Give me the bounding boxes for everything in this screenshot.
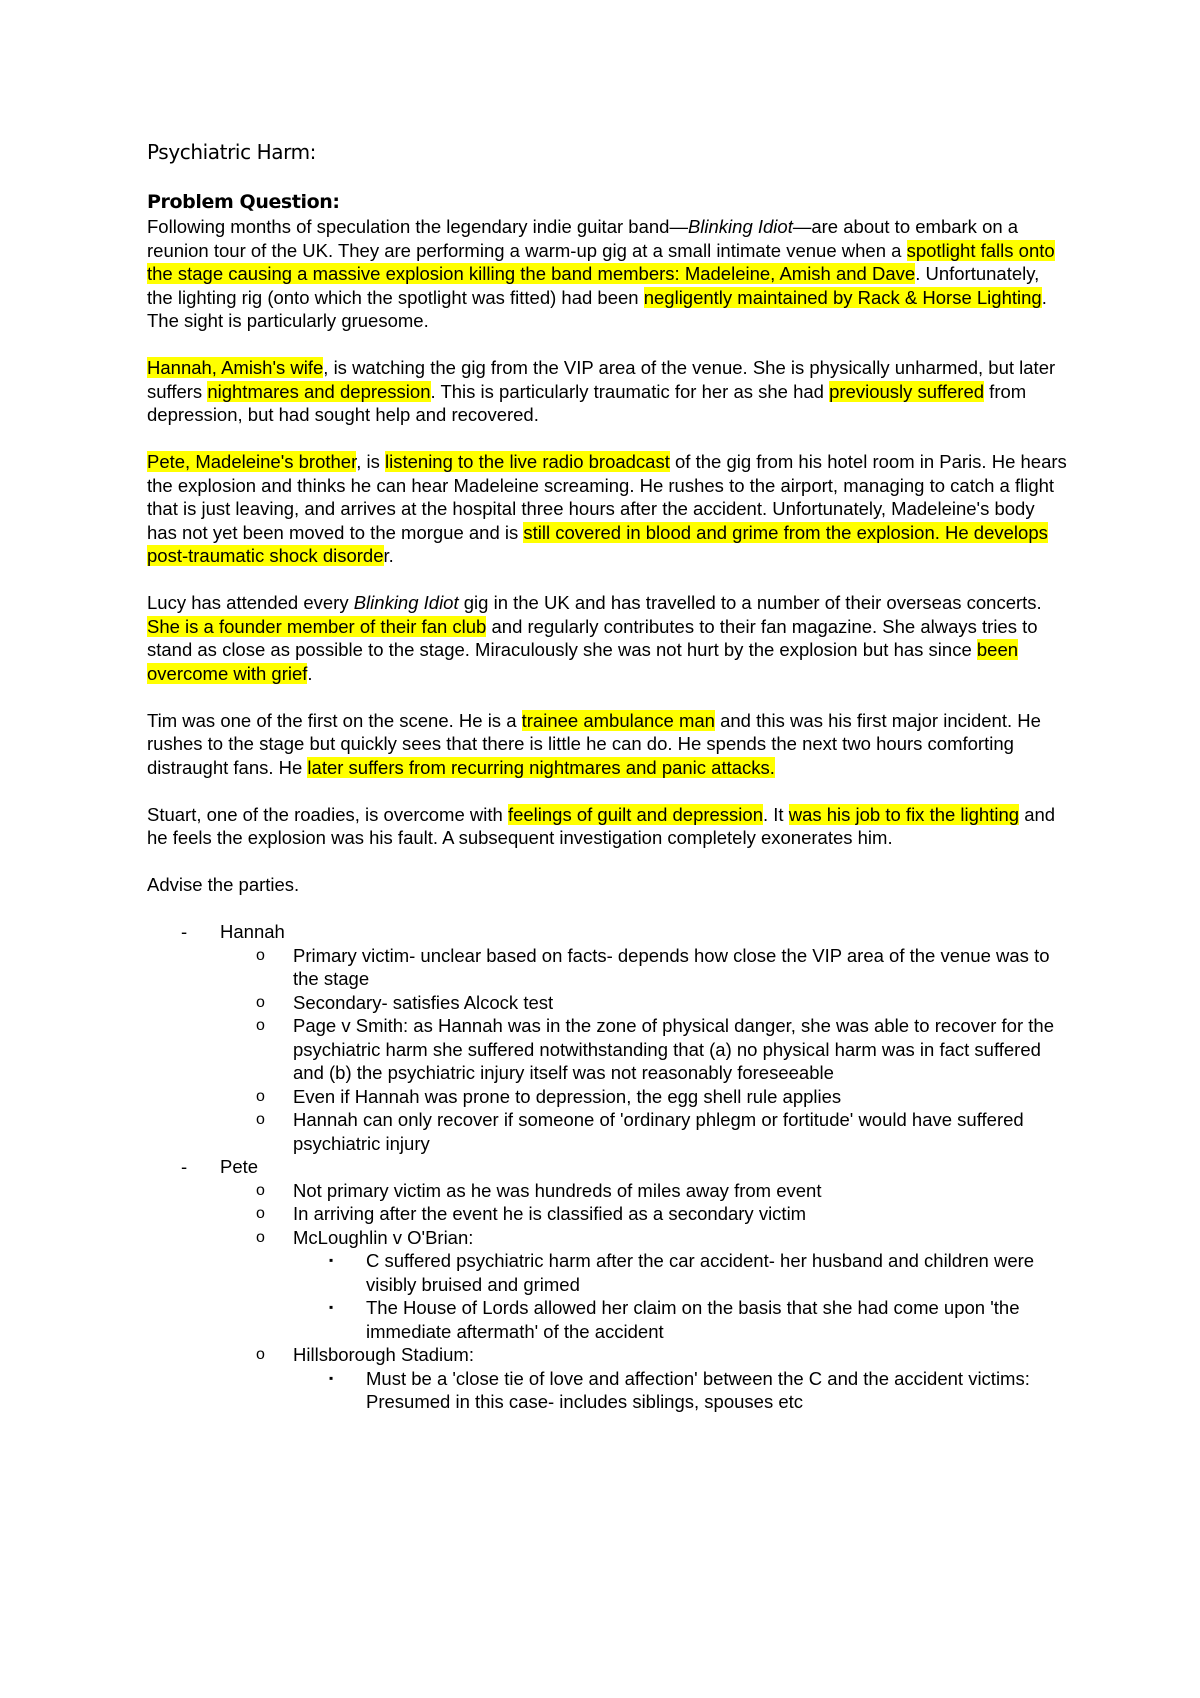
highlight: trainee ambulance man	[521, 709, 715, 731]
circle-bullet: o	[256, 1087, 265, 1105]
list-item	[220, 1085, 1067, 1109]
paragraph-advise: Advise the parties.	[147, 874, 300, 895]
highlight: was his job to fix the lighting	[788, 803, 1020, 825]
highlight: still covered in blood and grime from the explosion. He develops post-traumatic shock disorde	[147, 521, 1048, 566]
text-run: of the gig from his hotel room in Paris. He hears the explosion and thinks he can hear Madeleine screaming. He rushes to the airport, managing to catch a flight that is just leaving, and arrives at the hospital three hours after the accident. Unfortunately, Madeleine's body has not yet been moved to the morgue and is	[147, 451, 1067, 543]
circle-bullet: o	[256, 1181, 265, 1199]
sublist-pete	[220, 1179, 1067, 1414]
highlight: listening to the live radio broadcast	[385, 451, 670, 472]
highlight: nightmares and depression	[207, 380, 431, 402]
circle-bullet: o	[256, 1017, 265, 1034]
answer-list	[147, 920, 1067, 1414]
band-name: Blinking Idiot	[687, 216, 793, 237]
circle-bullet: o	[256, 993, 265, 1011]
square-bullet: ▪	[329, 1253, 334, 1267]
text-run: , is	[356, 451, 385, 472]
list-item	[220, 1108, 1067, 1155]
list-item-pete	[147, 1155, 1067, 1414]
list-item	[220, 1179, 1067, 1203]
highlight: Pete, Madeleine's brother	[147, 451, 357, 472]
highlight: negligently maintained by Rack & Horse Lighting	[643, 286, 1042, 308]
text-run: from depression, but had sought help and recovered.	[147, 380, 1027, 425]
highlight: She is a founder member of their fan club	[147, 615, 487, 637]
circle-bullet: o	[256, 1111, 265, 1128]
text-run: . Unfortunately, the lighting rig (onto which the spotlight was fitted) had been	[147, 263, 1040, 308]
highlight: later suffers from recurring nightmares and panic attacks.	[307, 756, 775, 778]
paragraph-stuart	[147, 803, 1067, 850]
list-item-text: McLoughlin v O'Brian:	[293, 1226, 474, 1248]
text-run: . This is particularly traumatic for her as she had	[430, 380, 830, 402]
text-run: Tim was one of the first on the scene. He is a	[147, 709, 522, 731]
dash-bullet: -	[181, 921, 188, 942]
highlight: spotlight falls onto the stage causing a massive explosion killing the band members: Madeleine, Amish and Dave	[147, 239, 1055, 284]
list-item	[220, 991, 1067, 1015]
text-run: —are about to embark on a reunion tour of the UK. They are performing a warm-up gig at a small intimate venue when a	[147, 216, 1019, 261]
paragraph-pete	[147, 450, 1067, 568]
circle-bullet: o	[256, 1205, 265, 1222]
dash-bullet: -	[181, 1156, 188, 1177]
list-item-text: Hannah can only recover if someone of 'ordinary phlegm or fortitude' would have suffered psychiatric injury	[293, 1109, 1024, 1154]
list-item-text: Primary victim- unclear based on facts- depends how close the VIP area of the venue was to the stage	[293, 944, 1050, 989]
text-run: .	[307, 662, 313, 684]
sublist-hillsborough	[293, 1367, 1067, 1414]
list-item-text: Must be a 'close tie of love and affection' between the C and the accident victims: Presumed in this case- includes siblings, spouses etc	[366, 1367, 1030, 1412]
circle-bullet: o	[256, 1228, 265, 1246]
highlight: Hannah, Amish's wife	[147, 357, 324, 378]
list-item	[293, 1296, 1067, 1343]
list-item-text: The House of Lords allowed her claim on the basis that she had come upon 'the immediate aftermath' of the accident	[366, 1297, 1020, 1342]
list-item	[220, 1343, 1067, 1414]
paragraph-tim	[147, 709, 1067, 780]
highlight: previously suffered	[829, 380, 985, 402]
paragraph-lucy	[147, 591, 1067, 685]
list-item-text: Not primary victim as he was hundreds of miles away from event	[293, 1179, 822, 1201]
list-item-text: Page v Smith: as Hannah was in the zone of physical danger, she was able to recover for the psychiatric harm she suffered notwithstanding that (a) no physical harm was in fact suffered and (b) the psychiatric injury itself was not reasonably foreseeable	[293, 1015, 1054, 1083]
highlight: been overcome with grief	[147, 639, 1019, 684]
paragraph-hannah	[147, 356, 1067, 427]
list-item	[220, 1202, 1067, 1226]
circle-bullet: o	[256, 1346, 265, 1363]
list-item-text: In arriving after the event he is classified as a secondary victim	[293, 1203, 807, 1224]
list-item-hannah	[147, 920, 1067, 1155]
list-item-label: Hannah	[220, 921, 285, 942]
list-item	[220, 1226, 1067, 1344]
text-run: Following months of speculation the legendary indie guitar band—	[147, 216, 688, 237]
list-item-text: Secondary- satisfies Alcock test	[293, 991, 554, 1013]
sublist-hannah	[220, 944, 1067, 1156]
sublist-mcloughlin	[293, 1249, 1067, 1343]
list-item-text: Even if Hannah was prone to depression, the egg shell rule applies	[293, 1085, 842, 1107]
text-run: . It	[763, 803, 789, 825]
list-item-text: Hillsborough Stadium:	[293, 1344, 474, 1365]
list-item	[220, 944, 1067, 991]
text-run: Stuart, one of the roadies, is overcome with	[147, 803, 508, 825]
circle-bullet: o	[256, 946, 265, 964]
list-item	[293, 1367, 1067, 1414]
text-run: Lucy has attended every	[147, 592, 354, 613]
list-item	[220, 1014, 1067, 1085]
band-name: Blinking Idiot	[353, 592, 459, 613]
text-run: gig in the UK and has travelled to a number of their overseas concerts.	[458, 592, 1042, 613]
page-title: Psychiatric Harm:	[147, 140, 317, 164]
text-run: and this was his first major incident. He rushes to the stage but quickly sees that there is little he can do. He spends the next two hours comforting distraught fans. He	[147, 709, 1041, 778]
section-heading: Problem Question:	[147, 191, 340, 213]
text-run: . The sight is particularly gruesome.	[147, 286, 1047, 331]
paragraph-intro	[147, 215, 1067, 333]
square-bullet: ▪	[329, 1370, 334, 1385]
text-run: , is watching the gig from the VIP area of the venue. She is physically unharmed, but later suffers	[147, 357, 1056, 402]
text-run: and regularly contributes to their fan magazine. She always tries to stand as close as possible to the stage. Miraculously she was not hurt by the explosion but has since	[147, 615, 1038, 660]
list-item-text: C suffered psychiatric harm after the car accident- her husband and children were visibly bruised and grimed	[366, 1250, 1035, 1295]
highlight: feelings of guilt and depression	[507, 803, 763, 825]
text-run: r.	[383, 545, 394, 566]
list-item	[293, 1249, 1067, 1296]
text-run: and he feels the explosion was his fault. A subsequent investigation completely exonerates him.	[147, 803, 1056, 848]
square-bullet: ▪	[329, 1300, 334, 1314]
list-item-label: Pete	[220, 1156, 259, 1177]
document-page	[147, 140, 1067, 1414]
